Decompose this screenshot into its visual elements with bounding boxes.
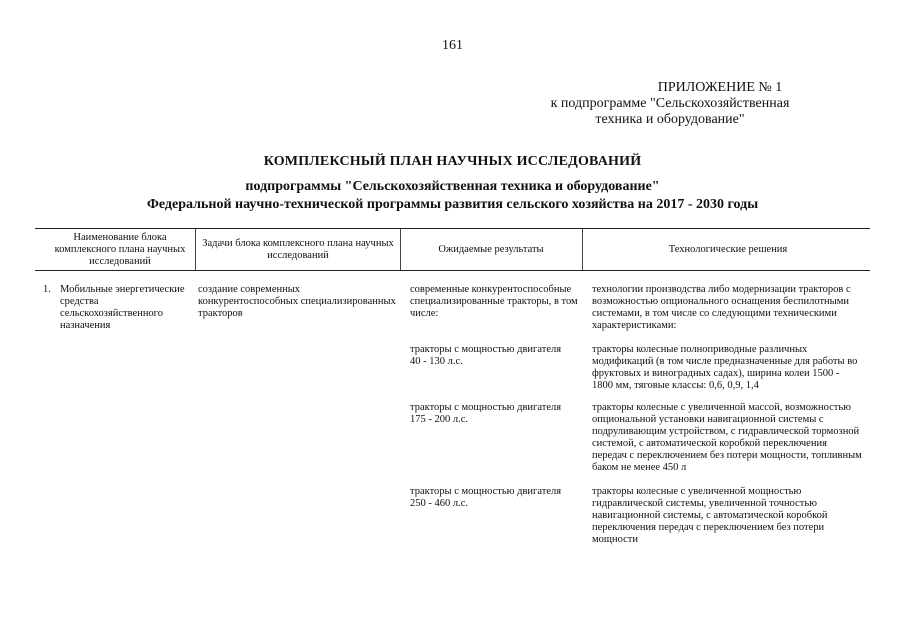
solution-item: технологии производства либо модернизации тракторов с возможностью опционального оснащения беспилотными системами, в том числе со следующими техническими характеристиками: (592, 284, 851, 331)
page-number: 161 (442, 38, 463, 53)
appendix-label (520, 80, 820, 128)
document-title: КОМПЛЕКСНЫЙ ПЛАН НАУЧНЫХ ИССЛЕДОВАНИЙ (263, 154, 642, 169)
document-subtitle (0, 178, 905, 214)
column-header-tasks: Задачи блока комплексного плана научных исследований (202, 238, 394, 261)
subtitle-line-1: подпрограммы "Сельскохозяйственная техника и оборудование" (245, 179, 660, 194)
block-name: Мобильные энергетические средства сельскохозяйственного назначения (60, 284, 185, 331)
row-number: 1. (43, 284, 51, 295)
block-task: создание современных конкурентоспособных специализированных тракторов (198, 284, 396, 319)
column-header-solutions: Технологические решения (668, 244, 788, 255)
column-divider (195, 229, 196, 270)
column-divider (400, 229, 401, 270)
appendix-line-1: ПРИЛОЖЕНИЕ № 1 (657, 80, 783, 95)
result-item: тракторы с мощностью двигателя 175 - 200 л.с. (410, 402, 562, 425)
column-divider (582, 229, 583, 270)
solution-item: тракторы колесные с увеличенной мощностью гидравлической системы, увеличенной точностью навигационной системы, с автоматической коробкой переключения передач с переключением без потери мощности (592, 486, 828, 545)
result-item: тракторы с мощностью двигателя 40 - 130 л.с. (410, 344, 562, 367)
solution-item: тракторы колесные полноприводные различных модификаций (в том числе предназначенные для работы во фруктовых и виноградных садах), ширина колеи 1500 - 1800 мм, тяговые классы: 0,6, 0,9, 1,4 (592, 344, 858, 391)
subtitle-line-2: Федеральной научно-технической программы развития сельского хозяйства на 2017 - 2030 годы (146, 197, 759, 212)
table-top-border (35, 228, 870, 229)
result-item: современные конкурентоспособные специализированные тракторы, в том числе: (410, 284, 578, 319)
column-header-results: Ожидаемые результаты (438, 244, 544, 255)
solution-item: тракторы колесные с увеличенной массой, возможностью опциональной установки навигационной системы с подруливающим устройством, с гидравлической тормозной системой, с автоматической коробкой переключения передач с переключением без потери мощности, топливным баком не менее 450 л (592, 402, 862, 473)
table-header-bottom-border (35, 270, 870, 271)
appendix-line-3: техника и оборудование" (595, 112, 745, 127)
appendix-line-2: к подпрограмме "Сельскохозяйственная (550, 96, 790, 111)
column-header-block: Наименование блока комплексного плана научных исследований (54, 232, 186, 267)
result-item: тракторы с мощностью двигателя 250 - 460 л.с. (410, 486, 562, 509)
